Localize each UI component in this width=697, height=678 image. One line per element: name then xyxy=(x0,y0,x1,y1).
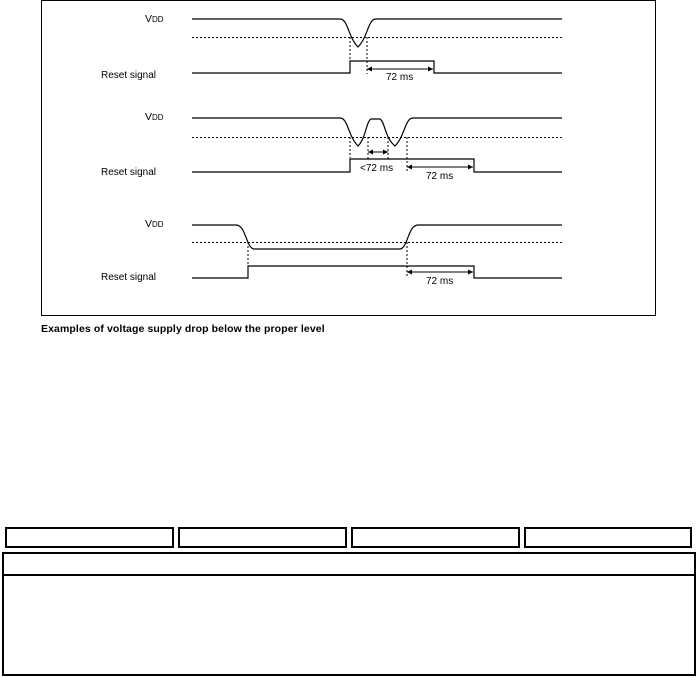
tab-4[interactable] xyxy=(524,527,692,548)
delay-label-short: <72 ms xyxy=(360,163,394,174)
tab-1[interactable] xyxy=(5,527,174,548)
vdd-waveform xyxy=(192,19,562,47)
reset-label: Reset signal xyxy=(101,272,157,283)
example-2 xyxy=(101,111,562,182)
tab-3[interactable] xyxy=(351,527,520,548)
content-panel xyxy=(2,552,696,676)
vdd-label: VDD xyxy=(145,111,164,123)
delay-label: 72 ms xyxy=(426,276,454,287)
vdd-label: VDD xyxy=(145,218,164,230)
timing-diagram xyxy=(0,0,697,320)
delay-label: 72 ms xyxy=(386,72,414,83)
tab-2[interactable] xyxy=(178,527,347,548)
reset-label: Reset signal xyxy=(101,70,157,81)
vdd-waveform xyxy=(192,118,562,146)
panel-header xyxy=(4,554,694,576)
delay-label: 72 ms xyxy=(426,171,454,182)
reset-waveform xyxy=(192,61,562,73)
diagram-border xyxy=(42,1,656,316)
vdd-waveform xyxy=(192,225,562,249)
reset-waveform xyxy=(192,266,562,278)
example-3 xyxy=(101,218,562,287)
vdd-label: VDD xyxy=(145,13,164,25)
example-1 xyxy=(101,13,562,83)
figure-caption: Examples of voltage supply drop below the proper level xyxy=(41,323,325,335)
reset-label: Reset signal xyxy=(101,167,157,178)
